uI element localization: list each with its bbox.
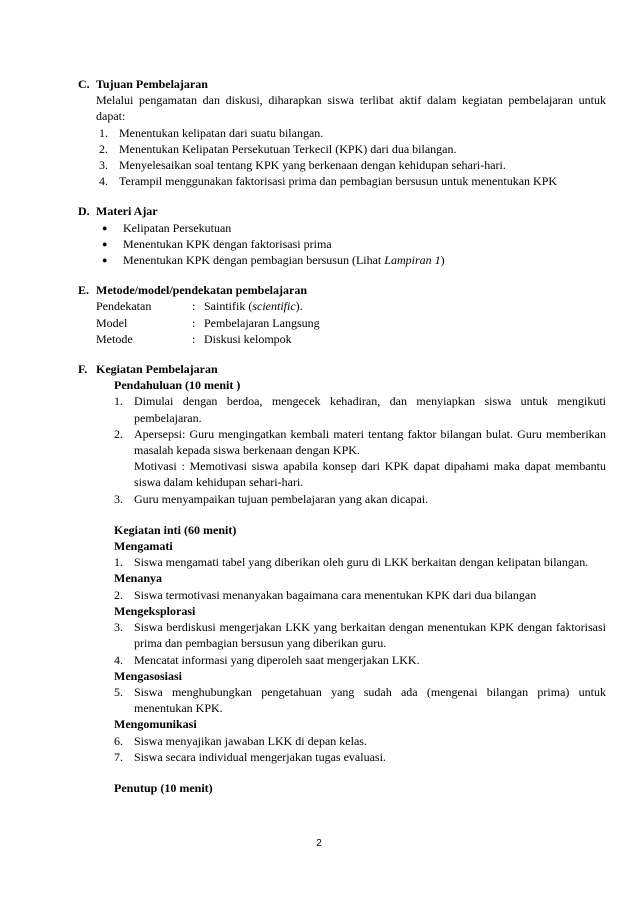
section-f-heading: F. Kegiatan Pembelajaran	[78, 362, 218, 377]
list-item: 1. Siswa mengamati tabel yang diberikan oleh guru di LKK berkaitan dengan kelipatan bilangan.	[114, 555, 589, 570]
motivasi-text: Motivasi : Memotivasi siswa apabila konsep dari KPK dapat dipahami maka dapat membantu siswa dalam kehidupan sehari-hari.	[134, 459, 606, 490]
list-item: 3. Siswa berdiskusi mengerjakan LKK yang berkaitan dengan menentukan KPK dengan faktorisasi prima dan pembagian bersusun yang diberikan guru.	[114, 620, 606, 651]
list-item: 6. Siswa menyajikan jawaban LKK di depan kelas.	[114, 733, 367, 748]
list-item: 3. Menyelesaikan soal tentang KPK yang berkenaan dengan kehidupan sehari-hari.	[99, 158, 506, 173]
bullet-icon: ●	[102, 222, 108, 233]
list-item: 7. Siswa secara individual mengerjakan tugas evaluasi.	[114, 749, 386, 764]
method-row: Pendekatan : Saintifik (scientific).	[96, 299, 303, 314]
subheading-menanya: Menanya	[114, 571, 162, 586]
section-letter: C.	[78, 77, 90, 91]
subheading-mengamati: Mengamati	[114, 539, 173, 554]
section-c-intro: Melalui pengamatan dan diskusi, diharapkan siswa terlibat aktif dalam kegiatan pembelajaran untuk dapat:	[96, 93, 606, 124]
list-item: 1. Dimulai dengan berdoa, mengecek kehadiran, dan menyiapkan siswa untuk mengikuti pembelajaran.	[114, 394, 606, 425]
section-e-heading: E. Metode/model/pendekatan pembelajaran	[78, 283, 307, 298]
objectives-list	[78, 125, 606, 190]
list-item: 4. Terampil menggunakan faktorisasi prima dan pembagian bersusun untuk menentukan KPK	[99, 174, 558, 189]
list-item: ● Menentukan KPK dengan faktorisasi prima	[99, 236, 606, 252]
pendahuluan-heading: Pendahuluan (10 menit )	[114, 378, 241, 393]
document-page	[78, 76, 606, 810]
activities-body	[78, 377, 606, 796]
section-metode	[78, 282, 606, 347]
section-materi-ajar	[78, 203, 606, 268]
subheading-mengeksplorasi: Mengeksplorasi	[114, 603, 196, 618]
section-title: Tujuan Pembelajaran	[96, 77, 208, 91]
penutup-heading: Penutup (10 menit)	[114, 780, 213, 795]
page-number: 2	[316, 838, 322, 849]
subheading-mengomunikasi: Mengomunikasi	[114, 717, 197, 732]
section-d-heading: D. Materi Ajar	[78, 204, 158, 219]
method-row: Metode : Diskusi kelompok	[96, 331, 292, 346]
method-row: Model : Pembelajaran Langsung	[96, 315, 320, 330]
section-kegiatan	[78, 361, 606, 796]
bullet-icon: ●	[102, 255, 108, 266]
list-item: 2. Siswa termotivasi menanyakan bagaimana cara menentukan KPK dari dua bilangan	[114, 587, 537, 602]
method-table	[78, 298, 606, 347]
list-item: 5. Siswa menghubungkan pengetahuan yang sudah ada (mengenai bilangan prima) untuk menentukan KPK.	[114, 684, 606, 716]
bullet-icon: ●	[102, 238, 108, 249]
list-item: ● Kelipatan Persekutuan	[99, 220, 606, 236]
subheading-mengasosiasi: Mengasosiasi	[114, 668, 183, 683]
list-item: 3. Guru menyampaikan tujuan pembelajaran yang akan dicapai.	[114, 491, 429, 506]
list-item: 2. Apersepsi: Guru mengingatkan kembali materi tentang faktor bilangan bulat. Guru memberikan masalah kepada siswa berkenaan dengan KPK.	[114, 426, 606, 458]
list-item: 1. Menentukan kelipatan dari suatu bilangan.	[99, 125, 324, 140]
lampiran-reference: Lampiran 1	[384, 253, 441, 268]
list-item: ● Menentukan KPK dengan pembagian bersusun (Lihat Lampiran 1)	[99, 252, 606, 268]
section-c-heading	[78, 76, 606, 92]
materials-list	[78, 220, 606, 269]
section-tujuan-pembelajaran	[78, 76, 606, 189]
list-item: 2. Menentukan Kelipatan Persekutuan Terkecil (KPK) dari dua bilangan.	[99, 141, 457, 156]
kegiatan-inti-heading: Kegiatan inti (60 menit)	[114, 522, 237, 537]
list-item: 4. Mencatat informasi yang diperoleh saat mengerjakan LKK.	[114, 652, 420, 667]
